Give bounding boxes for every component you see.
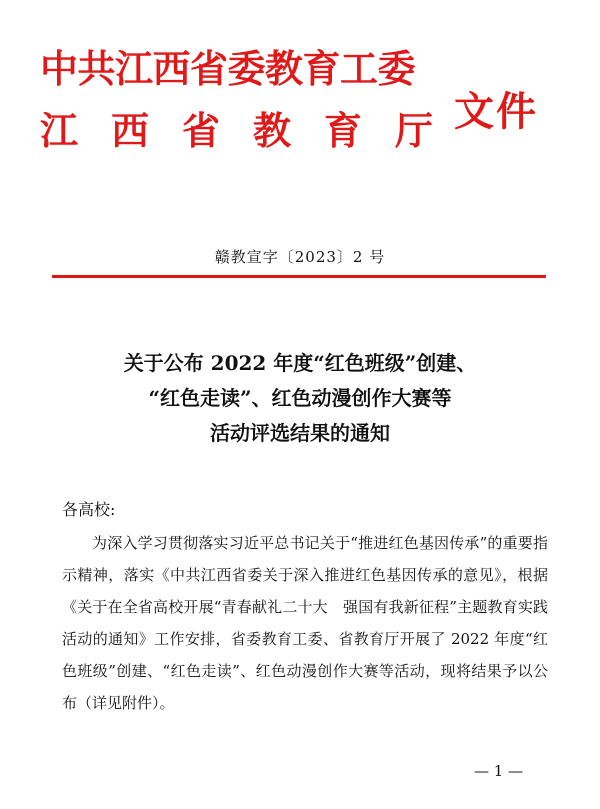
document-type-label: 文件 [454,89,538,135]
title-line-3: 活动评选结果的通知 [210,421,390,445]
title-line-2: “红色走读”、红色动漫创作大赛等 [148,386,452,410]
issuer-block [40,44,466,156]
issuer-line-1: 中共江西省委教育工委 [40,47,416,91]
red-separator-line [52,275,546,278]
document-title [0,346,600,451]
document-number: 赣教宣字〔2023〕2 号 [214,248,386,266]
salutation: 各高校: [62,500,116,519]
issuer-line-2: 江西省教育厅 [40,109,467,153]
page-number: — 1 — [474,762,524,780]
body-paragraph: 为深入学习贯彻落实习近平总书记关于“推进红色基因传承”的重要指示精神，落实《中共江西省委关于深入推进红色基因传承的意见》，根据《关于在全省高校开展“青春献礼二十大 强国有我新征程”主题教育实践活动的通知》工作安排，省委教育工委、省教育厅开展了 2022 年度“红色班级”创建、“红色走读”、红色动漫创作大赛等活动，现将结果予以公布（详见附件）。 [62,534,548,712]
body-text [62,527,548,719]
title-line-1: 关于公布 2022 年度“红色班级”创建、 [123,351,477,375]
